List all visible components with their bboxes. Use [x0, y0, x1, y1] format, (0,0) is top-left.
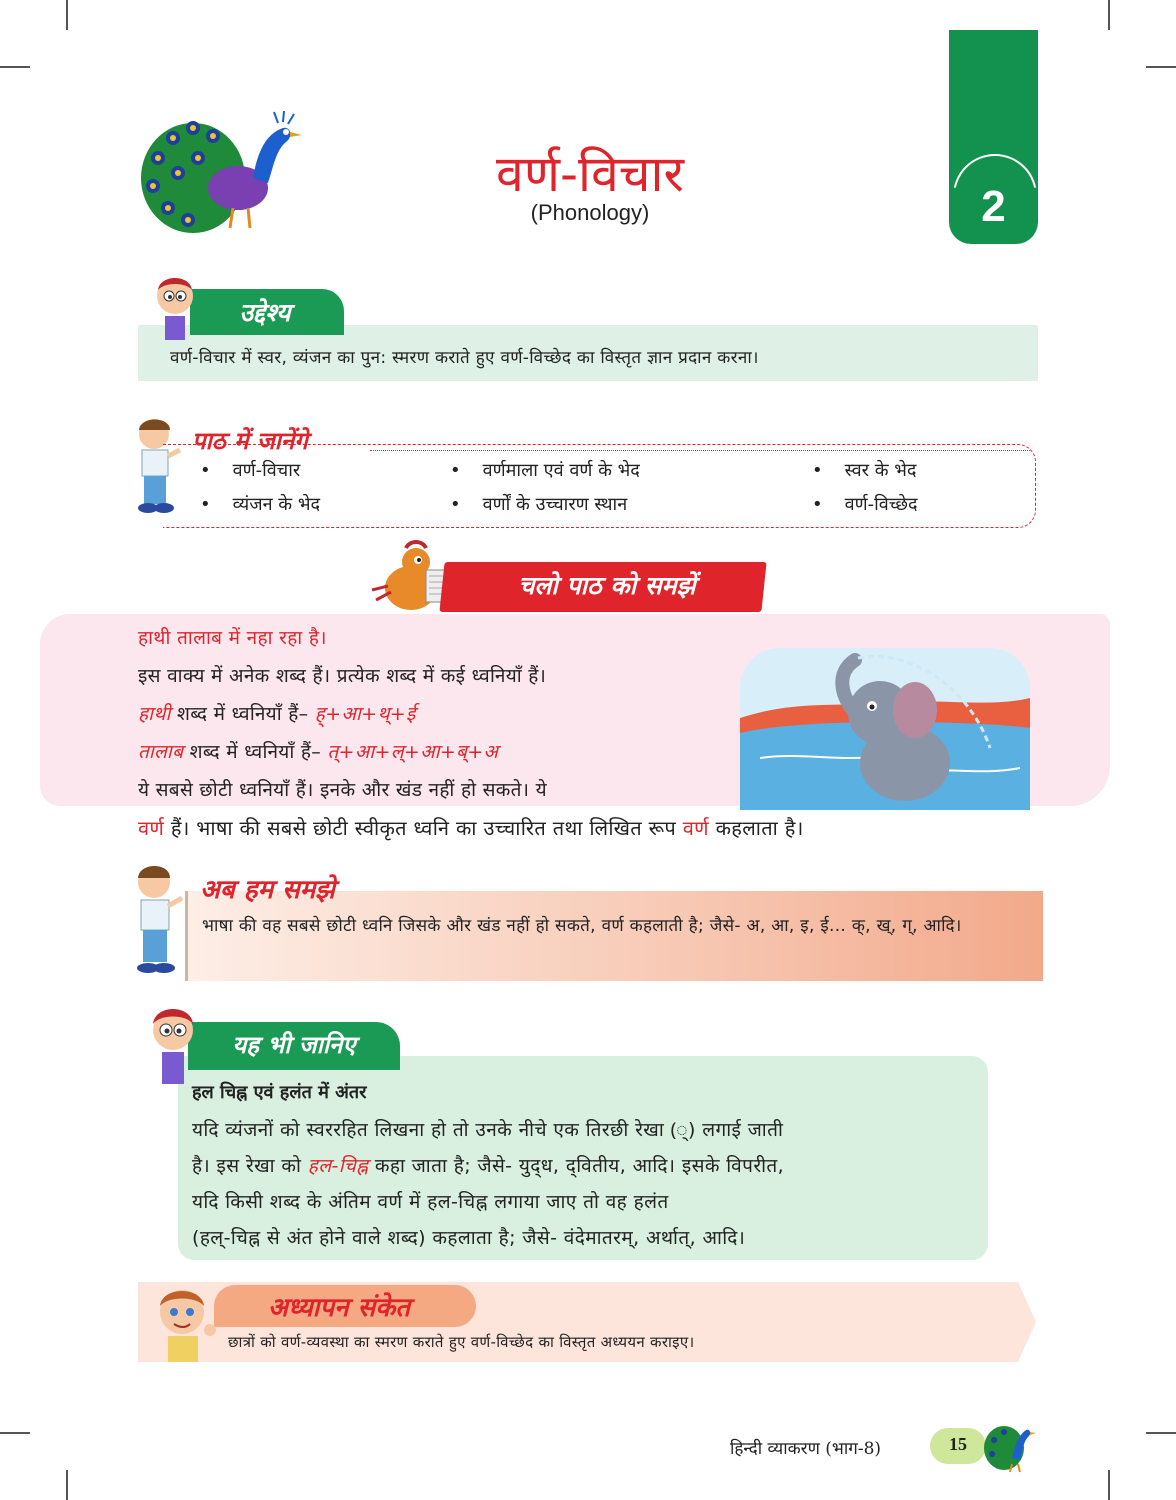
book-title-footer: हिन्दी व्याकरण (भाग-8): [730, 1439, 882, 1459]
highlight-word: तालाब: [138, 741, 184, 763]
boy-mascot-icon: [146, 1000, 200, 1086]
chapter-number: 2: [981, 182, 1006, 231]
boy-mascot-icon: [150, 272, 200, 342]
topic-item: • वर्ण-विचार: [200, 460, 301, 481]
lesson-line: वर्ण हैं। भाषा की सबसे छोटी स्वीकृत ध्वनि का उच्चारित तथा लिखित रूप वर्ण कहलाता है।: [138, 816, 804, 840]
boy-pointing-icon: [130, 862, 184, 978]
highlight-word: वर्ण: [682, 816, 709, 840]
sound-breakdown: त्+आ+ल्+आ+ब्+अ: [327, 741, 499, 763]
topic-item: • व्यंजन के भेद: [200, 494, 321, 515]
peacock-icon: [982, 1418, 1038, 1474]
topic-item: • वर्ण-विच्छेद: [812, 494, 918, 515]
know-also-line: (हल्-चिह्न से अंत होने वाले शब्द) कहलाता है; जैसे- वंदेमातरम्, अर्थात्, आदि।: [192, 1227, 746, 1249]
highlight-word: हल-चिह्न: [307, 1155, 369, 1177]
know-also-heading: हल चिह्न एवं हलंत में अंतर: [192, 1082, 367, 1103]
topic-item: • वर्णमाला एवं वर्ण के भेद: [450, 460, 640, 481]
sound-breakdown: ह्+आ+थ्+ई: [314, 703, 416, 725]
topic-item: • स्वर के भेद: [812, 460, 917, 481]
know-also-line: है। इस रेखा को हल-चिह्न कहा जाता है; जैसे- युद्‌ध, द्‌वितीय, आदि। इसके विपरीत,: [192, 1155, 785, 1177]
lesson-line: तालाब शब्द में ध्वनियाँ हैं– त्+आ+ल्+आ+ब्+अ: [138, 741, 499, 763]
peacock-illustration: [138, 108, 328, 238]
definition-text: भाषा की वह सबसे छोटी ध्वनि जिसके और खंड नहीं हो सकते, वर्ण कहलाती है; जैसे- अ, आ, इ, ई... क्, ख्, ग्, आदि।: [202, 916, 962, 936]
lesson-line: ये सबसे छोटी ध्वनियाँ हैं। इनके और खंड नहीं हो सकते। ये: [138, 779, 547, 801]
page-number: 15: [949, 1434, 967, 1454]
teaching-hint-text: छात्रों को वर्ण-व्यवस्था का स्मरण कराते हुए वर्ण-विच्छेद का विस्तृत अध्ययन कराइए।: [228, 1333, 695, 1351]
chapter-subtitle: (Phonology): [530, 200, 650, 225]
objective-label: उद्देश्य: [239, 298, 291, 327]
know-also-line: यदि किसी शब्द के अंतिम वर्ण में हल-चिह्न लगाया जाए तो वह हलंत: [192, 1191, 669, 1213]
objective-text: वर्ण-विचार में स्वर, व्यंजन का पुन: स्मरण कराते हुए वर्ण-विच्छेद का विस्तृत ज्ञान प्रदान करना।: [170, 348, 759, 368]
boy-waving-icon: [150, 1282, 220, 1362]
highlight-word: हाथी: [138, 703, 171, 725]
lesson-sentence: हाथी तालाब में नहा रहा है।: [138, 627, 327, 649]
teaching-hint-label: अध्यापन संकेत: [267, 1293, 411, 1323]
highlight-word: वर्ण: [138, 816, 165, 840]
know-also-line: यदि व्यंजनों को स्वररहित लिखना हो तो उनके नीचे एक तिरछी रेखा (्) लगाई जाती: [192, 1119, 784, 1141]
definition-title: अब हम समझे: [200, 875, 335, 905]
lesson-line: हाथी शब्द में ध्वनियाँ हैं– ह्+आ+थ्+ई: [138, 703, 416, 725]
topic-item: • वर्णों के उच्चारण स्थान: [450, 494, 628, 515]
chapter-number-tab: [949, 30, 1038, 244]
chapter-title: वर्ण-विचार: [496, 145, 684, 203]
lesson-banner: चलो पाठ को समझें: [518, 571, 696, 600]
elephant-illustration: [740, 648, 1030, 810]
lesson-line: इस वाक्य में अनेक शब्द हैं। प्रत्येक शब्द में कई ध्वनियाँ हैं।: [138, 665, 547, 687]
know-also-label: यह भी जानिए: [232, 1031, 356, 1059]
topics-title: पाठ में जानेंगे: [192, 427, 308, 455]
